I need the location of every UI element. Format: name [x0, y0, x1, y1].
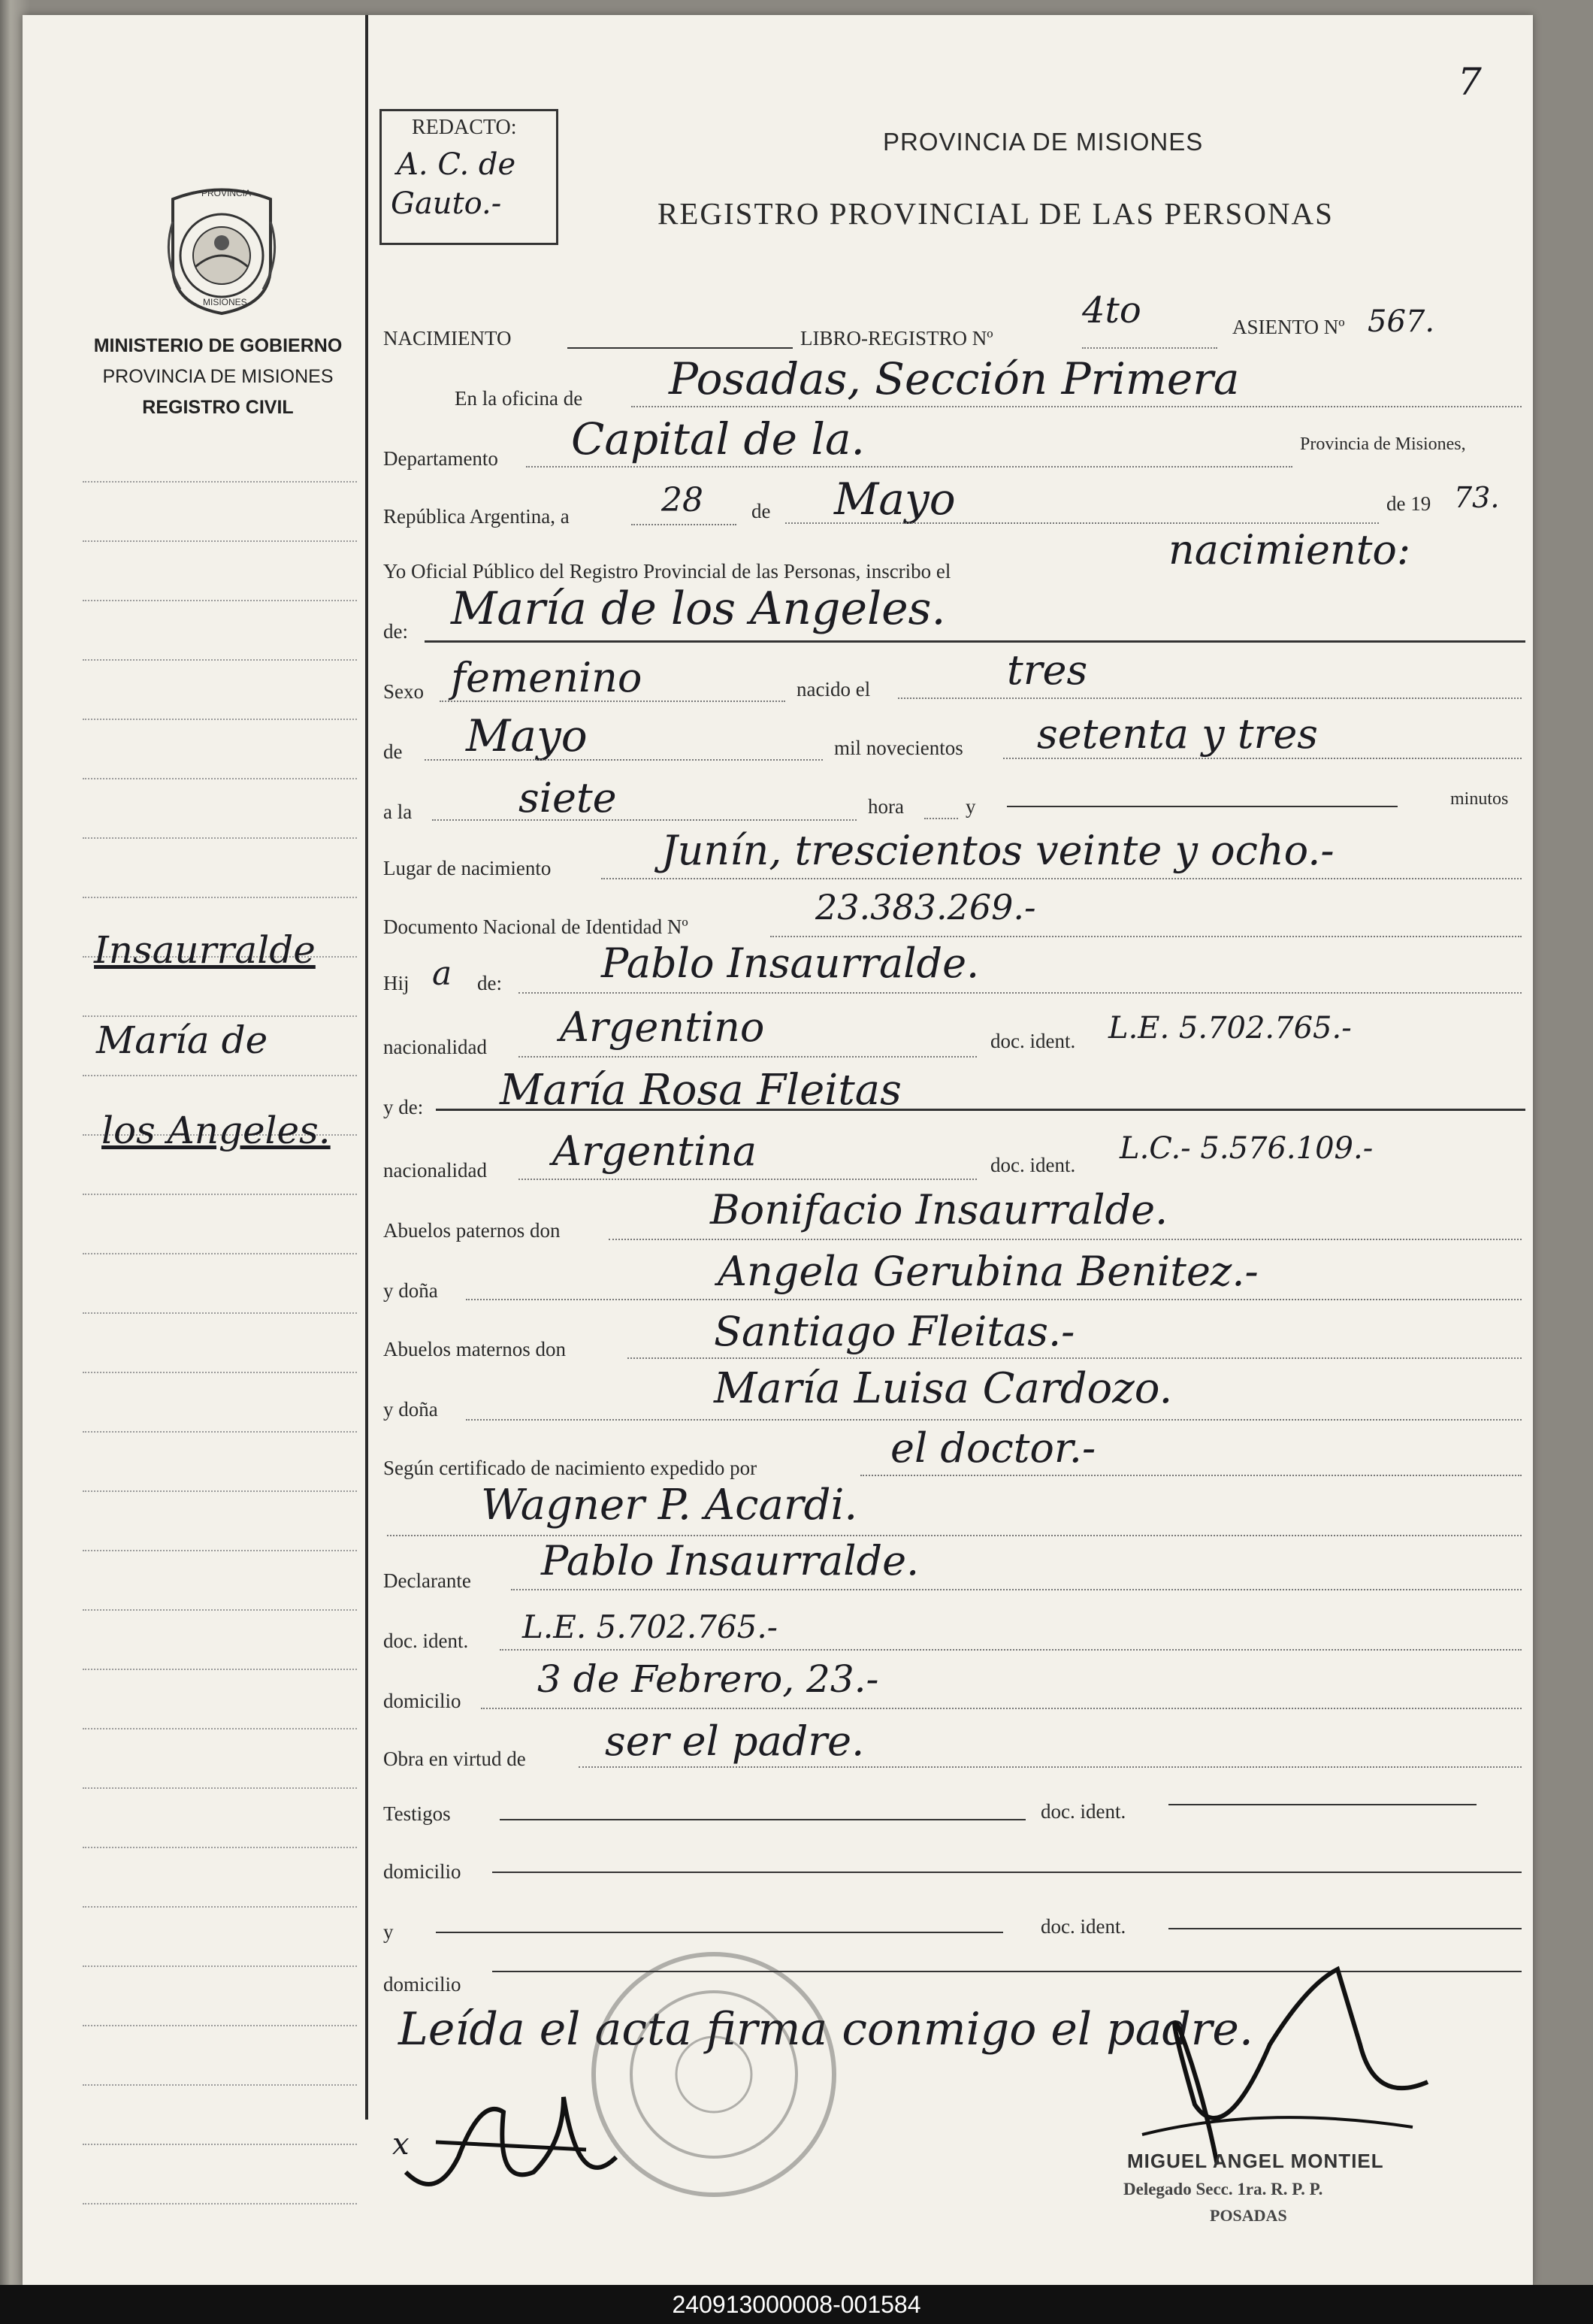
value-nacido-dia: tres	[1007, 646, 1088, 694]
label-y2: y	[383, 1920, 394, 1943]
value-nombre: María de los Angeles.	[451, 583, 946, 635]
margin-ruled-line	[83, 1669, 357, 1670]
value-mes: Mayo	[834, 474, 956, 525]
margin-ruled-line	[83, 1609, 357, 1611]
value-cierre: Leída el acta firma conmigo el padre.	[398, 2003, 1254, 2056]
label-dni: Documento Nacional de Identidad Nº	[383, 915, 688, 938]
official-stamp-line2: Delegado Secc. 1ra. R. P. P.	[1123, 2180, 1323, 2198]
ministry-line1: MINISTERIO DE GOBIERNO	[93, 335, 343, 356]
margin-ruled-line	[83, 1728, 357, 1729]
value-dni: 23.383.269.-	[815, 887, 1036, 927]
label-asiento: ASIENTO Nº	[1232, 316, 1345, 338]
value-obra: ser el padre.	[605, 1717, 865, 1765]
value-abuela-materna: María Luisa Cardozo.	[714, 1364, 1173, 1413]
label-minutos: minutos	[1450, 789, 1509, 809]
label-lugar: Lugar de nacimiento	[383, 857, 552, 879]
value-hora: siete	[518, 774, 617, 822]
margin-ruled-line	[83, 837, 357, 839]
value-inscribo: nacimiento:	[1168, 526, 1411, 573]
label-domicilio2: domicilio	[383, 1860, 461, 1883]
label-abuelos-paternos: Abuelos paternos don	[383, 1219, 561, 1242]
margin-ruled-line	[83, 1372, 357, 1373]
label-doc-ident2: doc. ident.	[990, 1154, 1076, 1176]
margin-ruled-line	[83, 719, 357, 720]
value-lugar: Junín, trescientos veinte y ocho.-	[661, 827, 1335, 874]
label-obra: Obra en virtud de	[383, 1748, 526, 1770]
label-nacimiento: NACIMIENTO	[383, 327, 512, 350]
value-sexo: femenino	[451, 654, 642, 701]
seal-bottom-text: MISIONES	[203, 297, 247, 307]
value-abuelo-paterno: Bonifacio Insaurralde.	[710, 1186, 1168, 1233]
label-nacionalidad: nacionalidad	[383, 1036, 487, 1058]
label-domicilio: domicilio	[383, 1690, 461, 1712]
value-nacido-mes: Mayo	[466, 710, 588, 761]
margin-ruled-line	[83, 659, 357, 661]
margin-ruled-line	[83, 778, 357, 779]
margin-ruled-line	[83, 1431, 357, 1433]
official-stamp-line3: POSADAS	[1210, 2206, 1287, 2225]
label-de-19: de 19	[1386, 492, 1431, 515]
margin-ruled-line	[83, 1550, 357, 1551]
label-y-dona: y doña	[383, 1279, 438, 1302]
margin-surname: Insaurralde	[94, 928, 316, 972]
margin-ruled-line	[83, 540, 357, 542]
label-nacido-el: nacido el	[796, 678, 871, 701]
margin-ruled-line	[83, 481, 357, 483]
value-asiento: 567.	[1368, 304, 1435, 339]
margin-ruled-line	[83, 1490, 357, 1492]
label-sexo: Sexo	[383, 680, 424, 703]
label-doc-ident3: doc. ident.	[383, 1630, 469, 1652]
label-y: y	[966, 795, 976, 818]
label-de-colon2: de:	[477, 972, 502, 994]
value-departamento: Capital de la.	[571, 413, 865, 464]
value-anio: 73.	[1454, 481, 1500, 514]
label-doc-ident4: doc. ident.	[1041, 1800, 1126, 1823]
margin-ruled-line	[83, 1965, 357, 1967]
value-medico: Wagner P. Acardi.	[481, 1481, 858, 1530]
label-y-de: y de:	[383, 1096, 424, 1118]
official-stamp-line1: MIGUEL ANGEL MONTIEL	[1127, 2150, 1384, 2172]
ministry-line2: PROVINCIA DE MISIONES	[102, 366, 334, 387]
ministry-block	[75, 331, 361, 423]
margin-ruled-line	[83, 1253, 357, 1254]
label-hora: hora	[868, 795, 904, 818]
value-nac-madre: Argentina	[552, 1127, 757, 1175]
label-nacionalidad2: nacionalidad	[383, 1159, 487, 1182]
margin-ruled-line	[83, 1075, 357, 1076]
province-title: PROVINCIA DE MISIONES	[883, 128, 1204, 156]
label-segun: Según certificado de nacimiento expedido por	[383, 1457, 757, 1479]
value-padre: Pablo Insaurralde.	[601, 940, 980, 987]
margin-ruled-line	[83, 1194, 357, 1195]
margin-ruled-line	[83, 2025, 357, 2026]
margin-ruled-line	[83, 897, 357, 898]
label-oficina: En la oficina de	[455, 387, 583, 410]
label-domicilio3: domicilio	[383, 1973, 461, 1996]
value-nacido-anio: setenta y tres	[1037, 710, 1319, 758]
margin-ruled-line	[83, 1787, 357, 1789]
value-declarante: Pablo Insaurralde.	[541, 1537, 920, 1584]
label-de: de	[751, 500, 771, 522]
value-libro: 4to	[1082, 289, 1141, 331]
label-doc-ident5: doc. ident.	[1041, 1915, 1126, 1938]
page-number: 7	[1458, 60, 1482, 104]
label-doc-ident: doc. ident.	[990, 1030, 1076, 1052]
margin-given1: María de	[96, 1018, 268, 1062]
redacto-line1: A. C. de	[397, 147, 516, 182]
label-libro: LIBRO-REGISTRO Nº	[800, 327, 993, 350]
margin-ruled-line	[83, 1312, 357, 1314]
value-oficina: Posadas, Sección Primera	[669, 353, 1240, 404]
redacto-label: REDACTO:	[412, 116, 517, 139]
value-madre: María Rosa Fleitas	[500, 1066, 902, 1115]
ministry-line3: REGISTRO CIVIL	[142, 397, 294, 418]
margin-ruled-line	[83, 1847, 357, 1848]
label-a-la: a la	[383, 800, 413, 823]
label-declarante: Declarante	[383, 1569, 471, 1592]
label-de-colon: de:	[383, 620, 408, 643]
label-de2: de	[383, 740, 403, 763]
margin-ruled-line	[83, 1906, 357, 1908]
value-doc-padre: L.E. 5.702.765.-	[1108, 1011, 1352, 1045]
margin-ruled-line	[83, 1015, 357, 1017]
redacto-line2: Gauto.-	[391, 186, 502, 221]
value-domicilio: 3 de Febrero, 23.-	[537, 1657, 879, 1701]
margin-ruled-line	[83, 2203, 357, 2204]
footer-id: 240913000008-001584	[672, 2291, 921, 2318]
label-testigos: Testigos	[383, 1802, 451, 1825]
label-hij: Hij	[383, 972, 410, 994]
value-abuelo-materno: Santiago Fleitas.-	[714, 1308, 1075, 1355]
value-dia: 28	[661, 481, 703, 519]
label-provincia-misiones: Provincia de Misiones,	[1300, 434, 1466, 454]
redacto-box	[379, 109, 558, 245]
value-hij-letter: a	[432, 955, 452, 993]
label-y-dona2: y doña	[383, 1398, 438, 1421]
label-abuelos-maternos: Abuelos maternos don	[383, 1338, 566, 1360]
value-abuela-paterna: Angela Gerubina Benitez.-	[718, 1248, 1259, 1295]
label-mil-novecientos: mil novecientos	[834, 737, 963, 759]
signature-declarant	[391, 2067, 631, 2221]
margin-rule	[365, 15, 368, 2120]
value-doc-declarante: L.E. 5.702.765.-	[522, 1608, 778, 1645]
seal-top-text: PROVINCIA	[201, 188, 252, 198]
label-republica: República Argentina, a	[383, 505, 570, 528]
label-yo-oficial: Yo Oficial Público del Registro Provincial de las Personas, inscribo el	[383, 560, 951, 583]
margin-ruled-line	[83, 600, 357, 601]
registry-title: REGISTRO PROVINCIAL DE LAS PERSONAS	[657, 196, 1334, 231]
value-certificado: el doctor.-	[890, 1424, 1096, 1472]
signature-x-mark: x	[392, 2127, 410, 2162]
value-doc-madre: L.C.- 5.576.109.-	[1120, 1131, 1374, 1166]
margin-ruled-line	[83, 2084, 357, 2086]
margin-given2: los Angeles.	[101, 1109, 331, 1152]
province-seal	[158, 184, 286, 319]
value-nac-padre: Argentino	[560, 1003, 765, 1051]
margin-ruled-line	[83, 2144, 357, 2145]
label-departamento: Departamento	[383, 447, 498, 470]
